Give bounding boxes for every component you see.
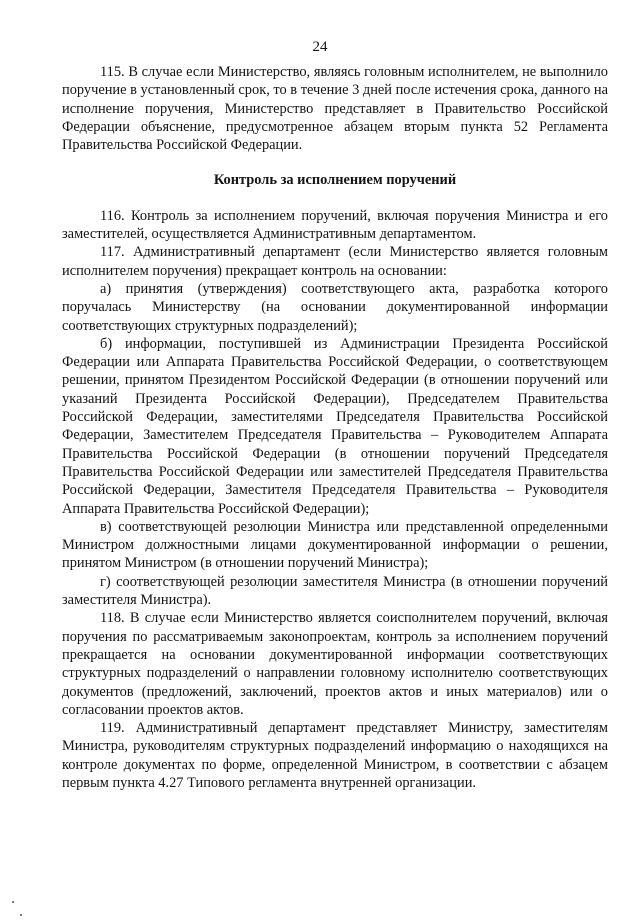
paragraph-117-v: в) соответствующей резолюции Министра или представленной определенными Министром должностными лицами документированной информации о решении, принятом Министром (в отношении поручений Министра); [62,518,608,572]
paragraph-117-g: г) соответствующей резолюции заместителя Министра (в отношении поручений заместителя Министра). [62,573,608,609]
paragraph-119: 119. Административный департамент представляет Министру, заместителям Министра, руководителям структурных подразделений информацию о находящихся на контроле документах по форме, определенной Министром, в соответствии с абзацем первым пункта 4.27 Типового регламента внутренней организации. [62,720,608,791]
paragraph-118: 118. В случае если Министерство является соисполнителем поручений, включая поручения по рассматриваемым законопроектам, контроль за исполнением поручений прекращается на основании документированной информации соответствующих структурных подразделений о направлении головному исполнителю соответствующих документов (предложений, заключений, проектов актов и иных материалов) или о согласовании проектов актов. [62,610,608,718]
paragraph-117: 117. Административный департамент (если Министерство является головным исполнителем поручения) прекращает контроль на основании: [62,244,608,279]
paragraph-117-b: б) информации, поступившей из Администрации Президента Российской Федерации или Аппарата Правительства Российской Федерации, о соответствующем решении, принятом Президентом Российской Федерации (в отношении поручений или указаний Президента Российской Федерации), Председателем Правительства Российской Федерации, заместителями Председателя Правительства Российской Федерации, Заместителем Председателя Правительства – Руководителем Аппарата Правительства Российской Федерации (в отношении поручений Председателя Правительства Российской Федерации или заместителей Председателя Правительства Российской Федерации, Заместителя Председателя Правительства – Руководителя Аппарата Правительства Российской Федерации); [62,335,608,517]
document-body [62,63,608,792]
scan-speck [20,914,22,916]
paragraph-116: 116. Контроль за исполнением поручений, включая поручения Министра и его заместителей, осуществляется Административным департаментом. [62,207,608,243]
paragraph-117-a: а) принятия (утверждения) соответствующего акта, разработка которого поручалась Министерству (на основании документированной информации соответствующих структурных подразделений); [62,280,608,334]
scan-speck [12,901,14,903]
page-number: 24 [312,39,328,55]
paragraph-115: 115. В случае если Министерство, являясь головным исполнителем, не выполнило поручение в установленный срок, то в течение 3 дней после истечения срока, данного на исполнение поручения, Министерство представляет в Правительство Российской Федерации объяснение, предусмотренное абзацем вторым пункта 52 Регламента Правительства Российской Федерации. [62,64,608,154]
section-heading: Контроль за исполнением поручений [213,172,457,189]
